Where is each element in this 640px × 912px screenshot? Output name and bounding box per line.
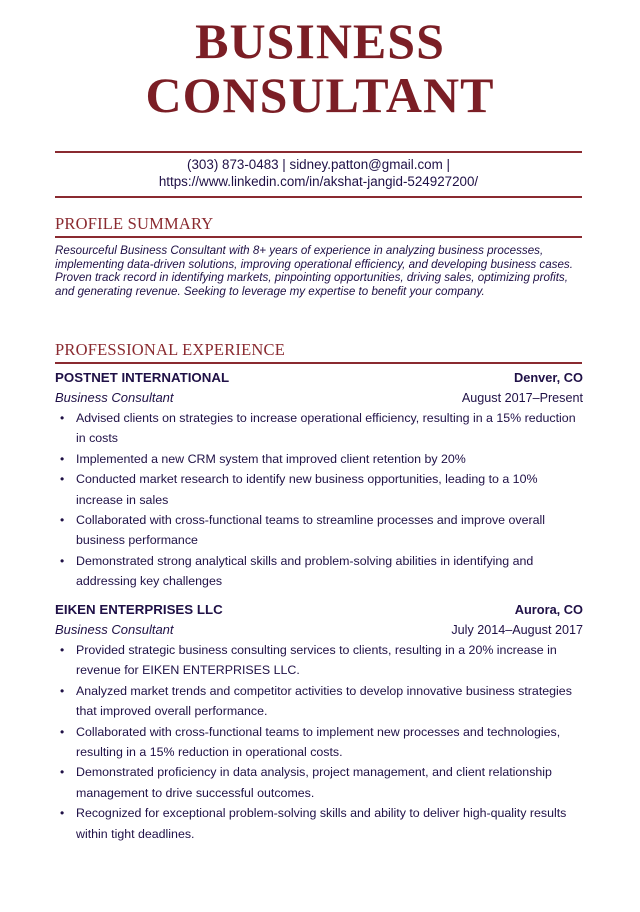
bullet-text: Collaborated with cross-functional teams to streamline processes and improve overall business performance (76, 513, 545, 548)
experience-rule (55, 362, 582, 364)
job-entry-postnet (55, 370, 583, 592)
name-line-1: BUSINESS (195, 13, 445, 69)
job-title: Business Consultant (55, 390, 174, 405)
contact-line-2[interactable]: https://www.linkedin.com/in/akshat-jangid-524927200/ (158, 174, 479, 189)
section-title-summary: PROFILE SUMMARY (55, 214, 214, 233)
list-item (55, 722, 583, 763)
contact-line-1: (303) 873-0483 | sidney.patton@gmail.com | (187, 157, 450, 172)
name-line-2: CONSULTANT (145, 67, 495, 123)
contact-info (55, 156, 582, 190)
bullet-text: Advised clients on strategies to increase operational efficiency, resulting in a 15% reduction in costs (76, 411, 576, 446)
bullet-text: Conducted market research to identify new business opportunities, leading to a 10% increase in sales (76, 472, 538, 507)
job-entry-eiken (55, 602, 583, 844)
bullet-text: Analyzed market trends and competitor activities to develop innovative business strategies that improved overall performance. (76, 683, 572, 719)
bullet-icon: • (60, 472, 65, 487)
header-bottom-rule (55, 196, 582, 198)
job-bullets (55, 640, 583, 844)
bullet-text: Recognized for exceptional problem-solving skills and ability to deliver high-quality results within tight deadlines. (76, 806, 567, 841)
bullet-text: Implemented a new CRM system that improved client retention by 20% (76, 451, 466, 466)
list-item (55, 640, 583, 681)
bullet-icon: • (60, 643, 65, 657)
bullet-icon: • (60, 765, 65, 780)
company-name: POSTNET INTERNATIONAL (55, 370, 230, 385)
list-item (55, 762, 583, 803)
job-dates: July 2014–August 2017 (451, 623, 583, 637)
header-top-rule (55, 151, 582, 153)
bullet-icon: • (60, 451, 65, 466)
bullet-icon: • (60, 806, 65, 821)
bullet-text: Demonstrated strong analytical skills and problem-solving abilities in identifying and addressing key challenges (76, 553, 534, 589)
list-item (55, 408, 583, 449)
list-item (55, 510, 583, 551)
job-location: Denver, CO (514, 370, 583, 385)
company-name: EIKEN ENTERPRISES LLC (55, 602, 223, 617)
bullet-icon: • (60, 411, 65, 425)
list-item (55, 681, 583, 722)
bullet-icon: • (60, 513, 65, 528)
bullet-icon: • (60, 683, 65, 698)
bullet-text: Provided strategic business consulting services to clients, resulting in a 20% increase in revenue for EIKEN ENTERPRISES LLC. (76, 643, 557, 678)
list-item (55, 469, 583, 510)
bullet-text: Demonstrated proficiency in data analysis, project management, and client relationship management to drive successful outcomes. (76, 765, 552, 800)
section-title-experience: PROFESSIONAL EXPERIENCE (55, 340, 285, 359)
list-item (55, 449, 583, 469)
job-location: Aurora, CO (514, 602, 583, 617)
job-bullets (55, 408, 583, 592)
bullet-icon: • (60, 724, 65, 739)
list-item (55, 803, 583, 844)
profile-summary-text: Resourceful Business Consultant with 8+ years of experience in analyzing business processes, implementing data-driven solutions, improving operational efficiency, and developing business cases. Proven track record in identifying markets, pinpointing opportunities, driving sales, optimizing profits, and generating revenue. Seeking to leverage my expertise to benefit your company. (55, 244, 573, 298)
resume-name (0, 0, 640, 122)
bullet-text: Collaborated with cross-functional teams to implement new processes and technologies, resulting in a 15% reduction in operational costs. (76, 724, 561, 760)
list-item (55, 551, 583, 592)
summary-rule (55, 236, 582, 238)
bullet-icon: • (60, 553, 65, 568)
job-dates: August 2017–Present (461, 391, 583, 405)
job-title: Business Consultant (55, 622, 174, 637)
